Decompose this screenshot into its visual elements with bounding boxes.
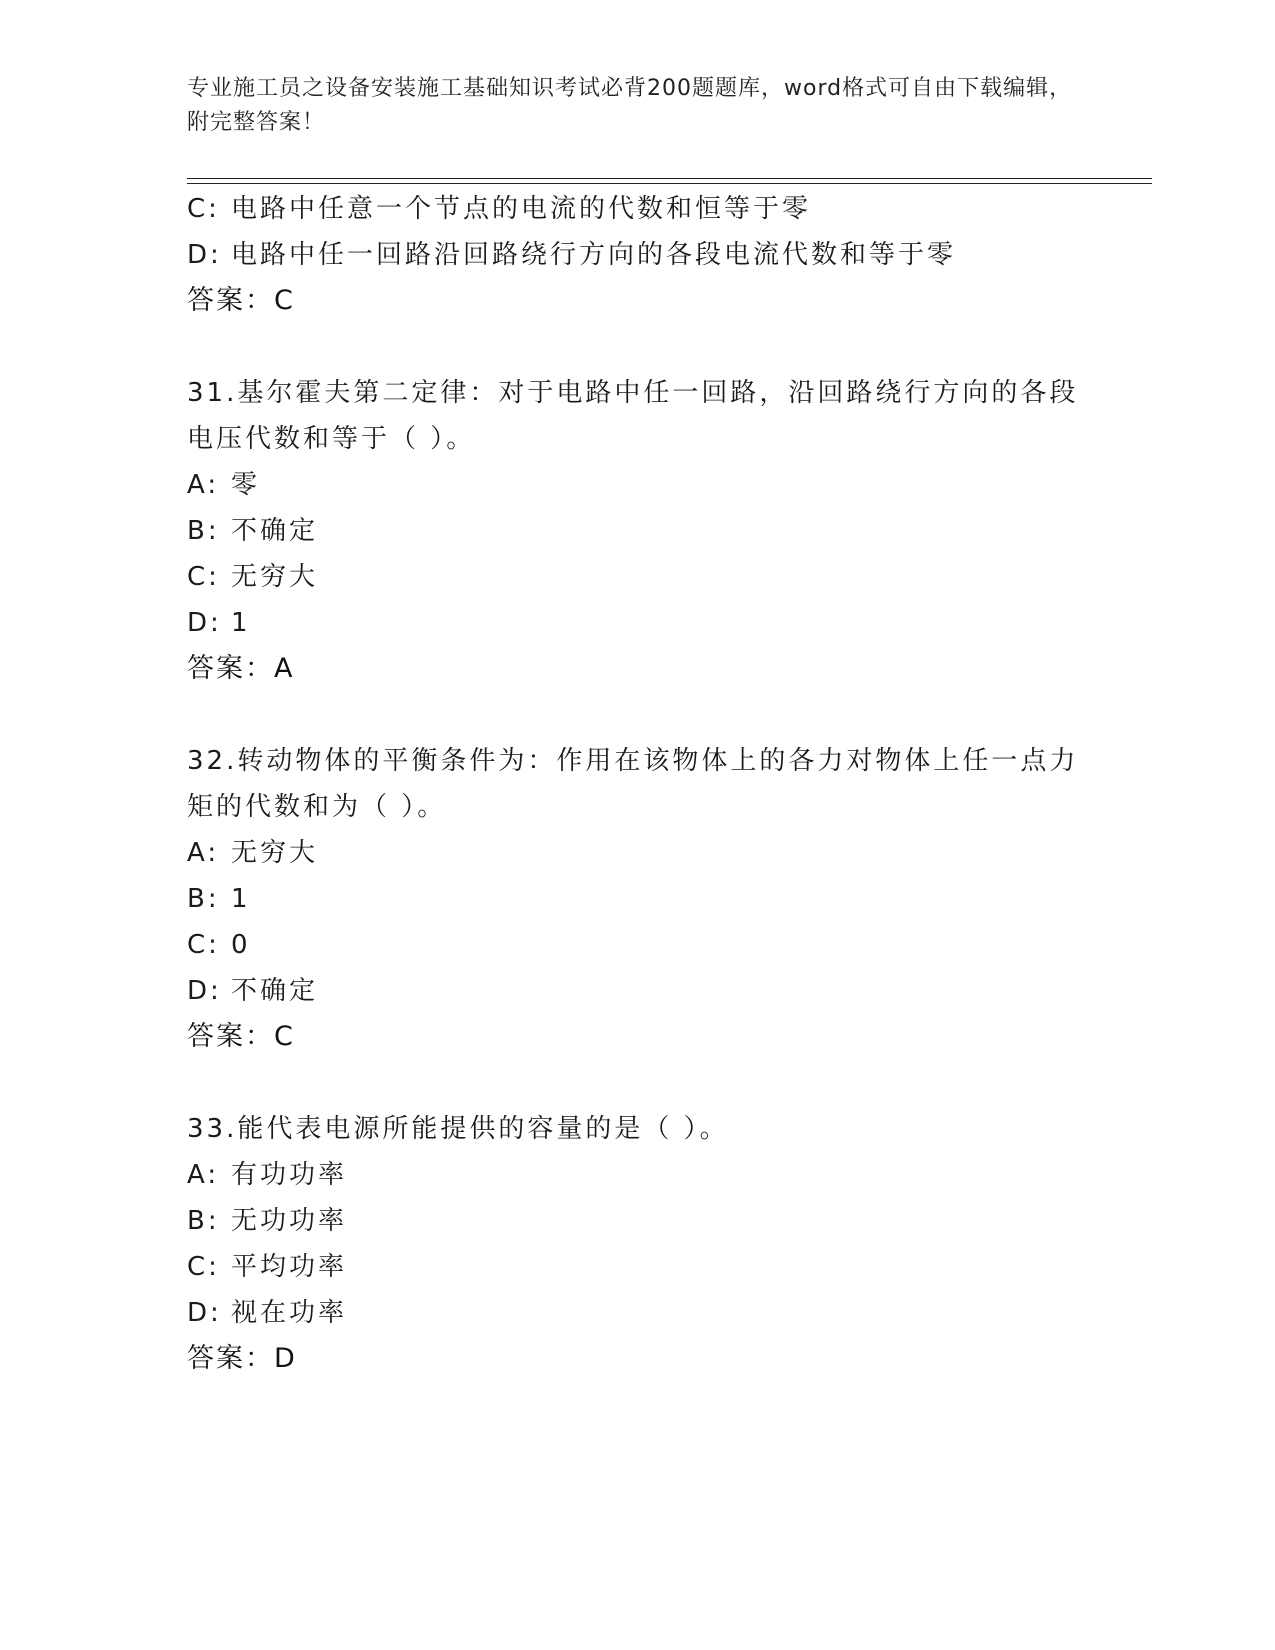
option-c (187, 922, 1147, 968)
answer-line (187, 1336, 1147, 1382)
option-letter: D: (187, 608, 222, 638)
option-letter: C: (187, 562, 220, 592)
answer-value: D (274, 1343, 297, 1374)
answer-prefix: 答案： (187, 1021, 274, 1052)
option-letter: D: (187, 240, 222, 270)
option-b (187, 876, 1147, 922)
option-b (187, 508, 1147, 554)
question-33 (187, 1106, 1147, 1382)
option-letter: A: (187, 1160, 220, 1190)
option-d (187, 968, 1147, 1014)
option-text: 视在功率 (231, 1298, 348, 1328)
option-text: 1 (231, 608, 251, 638)
option-text: 有功功率 (231, 1160, 348, 1190)
question-list (187, 186, 1147, 1428)
option-letter: B: (187, 1206, 220, 1236)
option-c (187, 186, 1147, 232)
option-letter: B: (187, 884, 220, 914)
option-c (187, 1244, 1147, 1290)
option-a (187, 1152, 1147, 1198)
option-letter: C: (187, 194, 220, 224)
option-text: 1 (231, 884, 251, 914)
option-text: 无穷大 (231, 562, 319, 592)
answer-prefix: 答案： (187, 1343, 274, 1374)
answer-line (187, 278, 1147, 324)
option-c (187, 554, 1147, 600)
question-stem: 32.转动物体的平衡条件为：作用在该物体上的各力对物体上任一点力矩的代数和为（ ）。 (187, 746, 1079, 822)
option-text: 0 (231, 930, 251, 960)
option-b (187, 1198, 1147, 1244)
option-d (187, 600, 1147, 646)
option-text: 零 (231, 470, 261, 500)
option-text: 无功功率 (231, 1206, 348, 1236)
option-d (187, 1290, 1147, 1336)
answer-value: C (274, 285, 295, 316)
answer-value: A (274, 653, 295, 684)
option-letter: B: (187, 516, 220, 546)
question-32 (187, 738, 1147, 1060)
option-letter: C: (187, 930, 220, 960)
question-stem: 31.基尔霍夫第二定律：对于电路中任一回路，沿回路绕行方向的各段电压代数和等于（ ）。 (187, 378, 1079, 454)
option-text: 不确定 (231, 516, 319, 546)
option-text: 不确定 (231, 976, 319, 1006)
answer-prefix: 答案： (187, 653, 274, 684)
option-a (187, 830, 1147, 876)
option-letter: D: (187, 1298, 222, 1328)
option-a (187, 462, 1147, 508)
option-text: 无穷大 (231, 838, 319, 868)
answer-line (187, 646, 1147, 692)
question-partial (187, 186, 1147, 324)
option-text: 平均功率 (231, 1252, 348, 1282)
question-31 (187, 370, 1147, 692)
option-letter: C: (187, 1252, 220, 1282)
option-letter: A: (187, 470, 220, 500)
option-text: 电路中任意一个节点的电流的代数和恒等于零 (231, 194, 812, 224)
option-letter: D: (187, 976, 222, 1006)
option-text: 电路中任一回路沿回路绕行方向的各段电流代数和等于零 (231, 240, 957, 270)
question-stem: 33.能代表电源所能提供的容量的是（ ）。 (187, 1114, 729, 1144)
option-letter: A: (187, 838, 220, 868)
answer-value: C (274, 1021, 295, 1052)
header-divider-bottom (187, 183, 1152, 184)
document-header: 专业施工员之设备安装施工基础知识考试必背200题题库，word格式可自由下载编辑，附完整答案！ (187, 76, 1073, 135)
header-divider-top (187, 178, 1152, 179)
answer-line (187, 1014, 1147, 1060)
answer-prefix: 答案： (187, 285, 274, 316)
option-d (187, 232, 1147, 278)
